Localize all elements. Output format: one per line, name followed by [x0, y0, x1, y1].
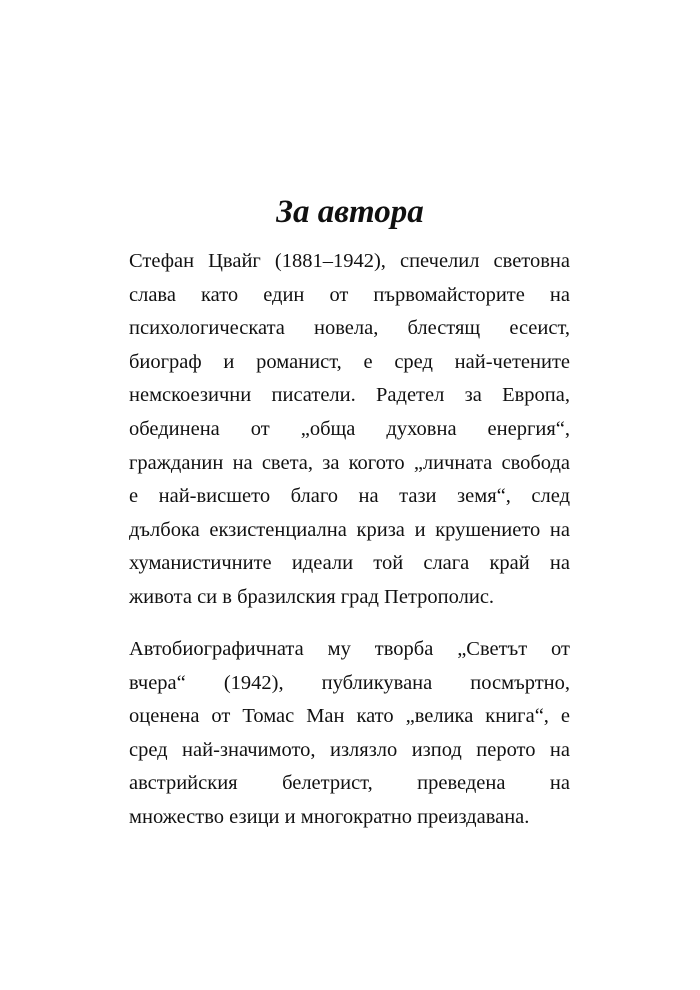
text-line: хуманистичните идеали той слага край на: [129, 552, 570, 575]
text-line: психологическата новела, блестящ есеист,: [129, 317, 570, 340]
text-line: множество езици и многократно преиздавана.: [129, 805, 530, 828]
text-line: е най-висшето благо на тази земя“, след: [129, 485, 570, 508]
paragraph-about-author: [129, 245, 570, 615]
text-line: австрийския белетрист, преведена на: [129, 772, 570, 795]
text-line: немскоезични писатели. Радетел за Европа,: [129, 384, 570, 407]
page-title: За автора: [276, 194, 424, 230]
text-line: биограф и романист, е сред най-четените: [129, 350, 570, 373]
text-line: Автобиографичната му творба „Светът от: [129, 638, 570, 660]
text-line: обединена от „обща духовна енергия“,: [129, 417, 570, 440]
text-line: живота си в бразилския град Петрополис.: [129, 585, 495, 608]
text-line: слава като един от първомайсторите на: [129, 283, 570, 306]
text-line: дълбока екзистенциална криза и крушението на: [129, 518, 570, 541]
text-line: гражданин на света, за когото „личната свобода: [129, 451, 570, 474]
text-line: Стефан Цвайг (1881–1942), спечелил световна: [129, 250, 570, 272]
paragraph-autobiography: [129, 633, 570, 835]
text-line: сред най-значимото, излязло изпод перото на: [129, 738, 570, 761]
text-line: вчера“ (1942), публикувана посмъртно,: [129, 671, 570, 694]
text-line: оценена от Томас Ман като „велика книга“, е: [129, 705, 570, 728]
